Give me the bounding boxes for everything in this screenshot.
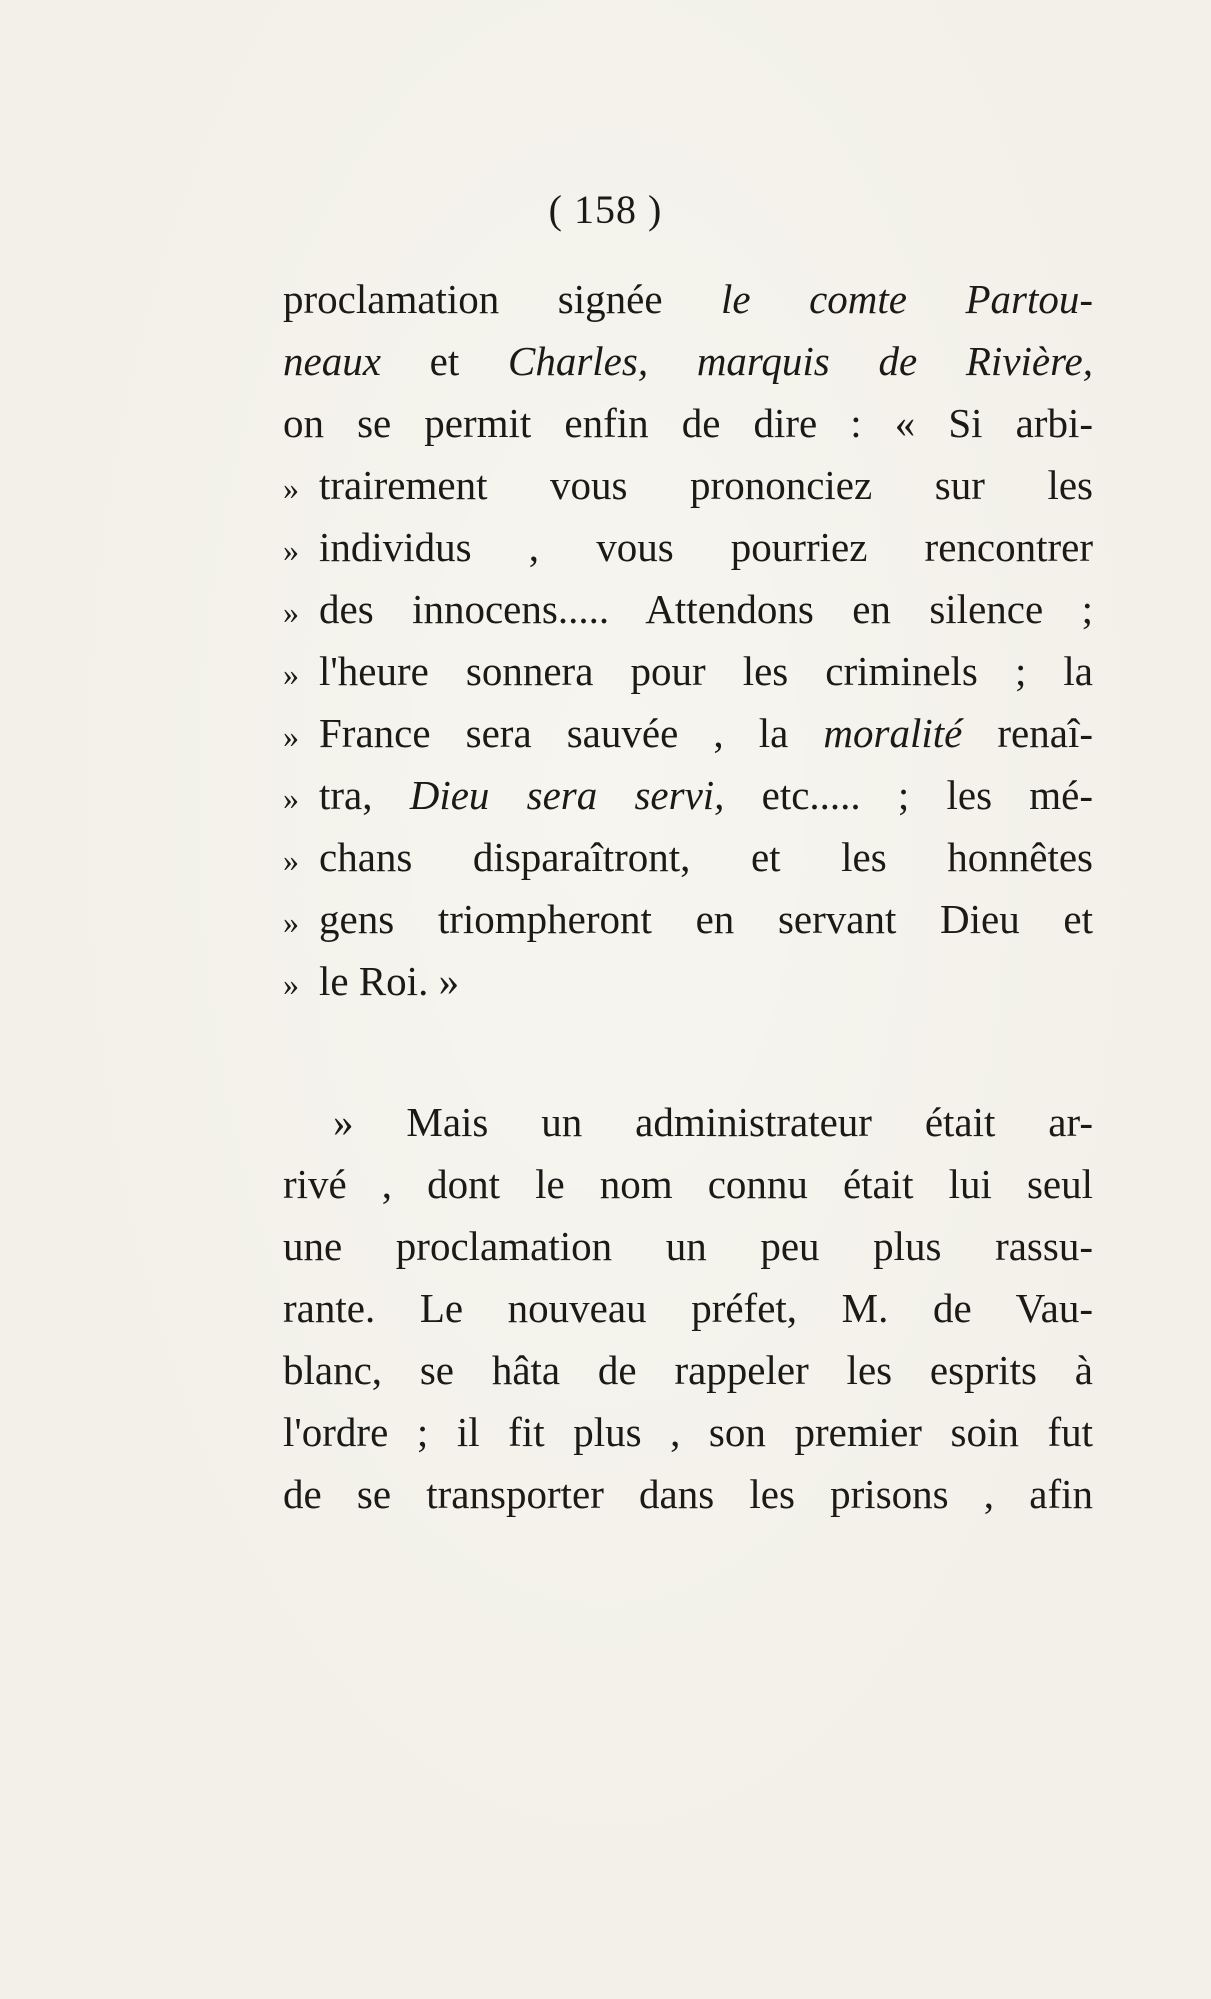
- italic-text: le comte Partou-: [721, 276, 1093, 322]
- quote-mark: »: [283, 966, 299, 1002]
- text-segment: tra,: [319, 772, 410, 818]
- text-segment: le Roi. »: [319, 958, 460, 1004]
- text-segment: et: [380, 338, 508, 384]
- text-segment: trairement vous prononciez sur les: [319, 462, 1093, 508]
- text-segment: l'heure sonnera pour les criminels ; la: [319, 648, 1093, 694]
- text-line: [283, 702, 1093, 764]
- text-line: [283, 640, 1093, 702]
- text-segment: France sera sauvée , la: [319, 710, 824, 756]
- text-line: [283, 330, 1093, 392]
- quote-mark: »: [283, 594, 299, 630]
- quote-mark: »: [283, 532, 299, 568]
- text-line: [283, 1215, 1093, 1277]
- text-segment: proclamation signée: [283, 276, 722, 322]
- quote-mark: »: [283, 780, 299, 816]
- text-line: [283, 1091, 1093, 1153]
- quote-mark: »: [283, 842, 299, 878]
- quoted-proclamation: [283, 268, 1093, 1012]
- text-segment: etc..... ; les mé-: [724, 772, 1093, 818]
- text-line: [283, 950, 1093, 1012]
- text-segment: blanc, se hâta de rappeler les esprits à: [283, 1347, 1093, 1393]
- text-segment: individus , vous pourriez rencontrer: [319, 524, 1093, 570]
- quote-mark: »: [283, 904, 299, 940]
- text-segment: une proclamation un peu plus rassu-: [283, 1223, 1093, 1269]
- text-line: [283, 1401, 1093, 1463]
- text-segment: » Mais un administrateur était ar-: [333, 1099, 1093, 1145]
- text-line: [283, 764, 1093, 826]
- text-segment: rante. Le nouveau préfet, M. de Vau-: [283, 1285, 1093, 1331]
- text-segment: de se transporter dans les prisons , afin: [283, 1471, 1093, 1517]
- text-line: [283, 516, 1093, 578]
- quote-mark: »: [283, 718, 299, 754]
- text-segment: chans disparaîtront, et les honnêtes: [319, 834, 1093, 880]
- text-segment: renaî-: [962, 710, 1093, 756]
- text-line: [283, 1339, 1093, 1401]
- italic-text: neaux: [283, 338, 381, 384]
- paragraph: [283, 1091, 1093, 1525]
- text-line: [283, 578, 1093, 640]
- text-segment: l'ordre ; il fit plus , son premier soin fut: [283, 1409, 1093, 1455]
- quote-mark: »: [283, 656, 299, 692]
- text-line: [283, 826, 1093, 888]
- text-segment: gens triompheront en servant Dieu et: [319, 896, 1093, 942]
- page-number: ( 158 ): [548, 187, 663, 232]
- italic-text: Charles, marquis de Rivière,: [507, 338, 1093, 384]
- text-line: [283, 888, 1093, 950]
- text-segment: des innocens..... Attendons en silence ;: [319, 586, 1093, 632]
- text-segment: rivé , dont le nom connu était lui seul: [283, 1161, 1093, 1207]
- text-line: [283, 392, 1093, 454]
- text-segment: on se permit enfin de dire : « Si arbi-: [283, 400, 1093, 446]
- italic-text: Dieu sera servi,: [409, 772, 725, 818]
- text-line: [283, 1153, 1093, 1215]
- quote-mark: »: [283, 470, 299, 506]
- italic-text: moralité: [823, 710, 963, 756]
- text-line: [283, 1277, 1093, 1339]
- text-line: [283, 454, 1093, 516]
- text-line: [283, 1463, 1093, 1525]
- text-line: [283, 268, 1093, 330]
